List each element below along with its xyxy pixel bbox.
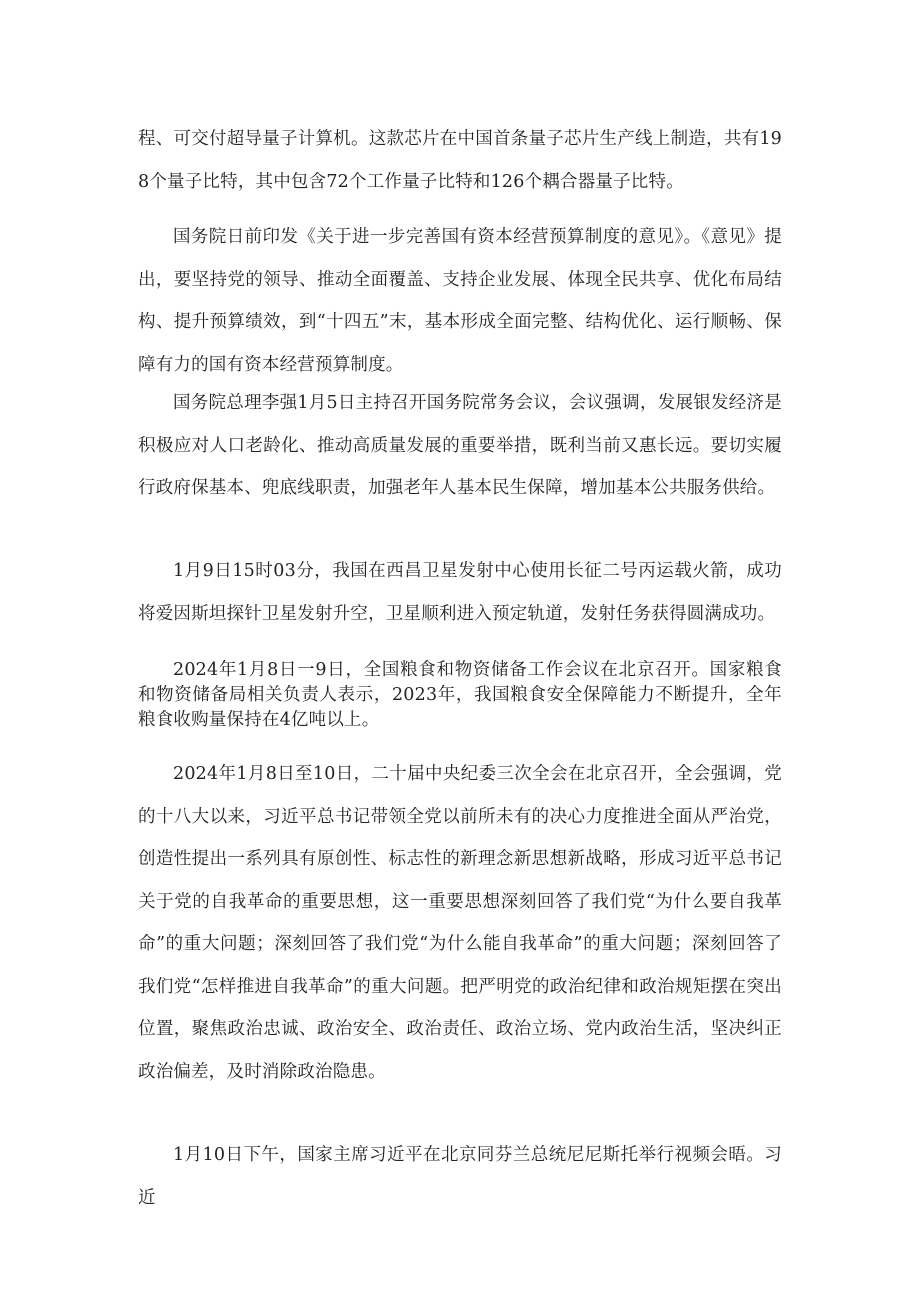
paragraph-state-capital-budget: 国务院日前印发《关于进一步完善国有资本经营预算制度的意见》。《意见》提出，要坚持党的领导、推动全面覆盖、支持企业发展、体现全民共享、优化布局结构、提升预算绩效，到“十四五”末，基本形成全面完整、结构优化、运行顺畅、保障有力的国有资本经营预算制度。 (138, 227, 782, 375)
paragraph-satellite-launch: 1月9日15时03分，我国在西昌卫星发射中心使用长征二号丙运载火箭，成功将爱因斯坦探针卫星发射升空，卫星顺利进入预定轨道，发射任务获得圆满成功。 (138, 561, 782, 624)
paragraph-quantum-chip: 程、可交付超导量子计算机。这款芯片在中国首条量子芯片生产线上制造，共有198个量子比特，其中包含72个工作量子比特和126个耦合器量子比特。 (138, 129, 782, 192)
paragraph-video-meeting: 1月10日下午，国家主席习近平在北京同芬兰总统尼尼斯托举行视频会晤。习近 (138, 1145, 782, 1208)
paragraph-state-council-meeting: 国务院总理李强1月5日主持召开国务院常务会议，会议强调，发展银发经济是积极应对人口老龄化、推动高质量发展的重要举措，既利当前又惠长远。要切实履行政府保基本、兜底线职责，加强老年人基本民生保障，增加基本公共服务供给。 (138, 393, 782, 498)
paragraph-grain-reserve-meeting: 2024年1月8日一9日，全国粮食和物资储备工作会议在北京召开。国家粮食和物资储备局相关负责人表示，2023年，我国粮食安全保障能力不断提升，全年粮食收购量保持在4亿吨以上。 (138, 660, 782, 730)
paragraph-discipline-plenary: 2024年1月8日至10日，二十届中央纪委三次全会在北京召开，全会强调，党的十八大以来，习近平总书记带领全党以前所未有的决心力度推进全面从严治党，创造性提出一系列具有原创性、标志性的新理念新思想新战略，形成习近平总书记关于党的自我革命的重要思想，这一重要思想深刻回答了我们党“为什么要自我革命”的重大问题；深刻回答了我们党“为什么能自我革命”的重大问题；深刻回答了我们党“怎样推进自我革命”的重大问题。把严明党的政治纪律和政治规矩摆在突出位置，聚焦政治忠诚、政治安全、政治责任、政治立场、党内政治生活，坚决纠正政治偏差，及时消除政治隐患。 (138, 764, 782, 1082)
